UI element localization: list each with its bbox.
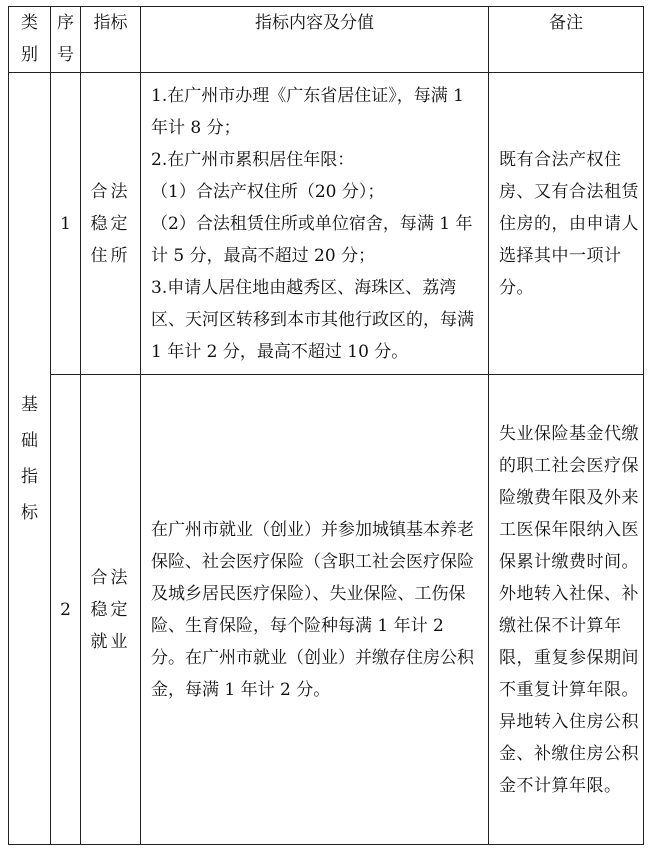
row-1-indicator-line-1: 合法 — [90, 181, 131, 202]
table-row-2 — [9, 375, 644, 845]
row-2-content — [141, 375, 489, 845]
header-seq — [51, 7, 81, 73]
header-indicator: 指标 — [81, 7, 141, 73]
header-category — [9, 7, 51, 73]
row-1-indicator — [81, 73, 141, 375]
category-char-1: 基 — [21, 394, 38, 415]
row-1-content-para-1: 1.在广州市办理《广东省居住证》，每满 1 年计 8 分； — [151, 85, 464, 138]
row-1-content-para-4: （2）合法租赁住所或单位宿舍，每满 1 年计 5 分，最高不超过 20 分； — [151, 213, 473, 266]
header-content: 指标内容及分值 — [141, 7, 489, 73]
row-2-indicator — [81, 375, 141, 845]
row-2-content-para-1: 在广州市就业（创业）并参加城镇基本养老保险、社会医疗保险（含职工社会医疗保险及城乡居民医疗保险）、失业保险、工伤保险、生育保险，每个险种每满 1 年计 2 分。在广州市就业（创业）并缴存住房公积金，每满 1 年计 2 分。 — [151, 519, 474, 700]
row-2-indicator-line-3: 就业 — [90, 631, 131, 652]
row-2-note: 失业保险基金代缴的职工社会医疗保险缴费年限及外来工医保年限纳入医保累计缴费时间。外地转入社保、补缴社保不计算年限，重复参保期间不重复计算年限。异地转入住房公积金、补缴住房公积金不计算年限。 — [489, 375, 644, 845]
row-1-indicator-line-2: 稳定 — [90, 213, 131, 234]
table-row-1 — [9, 73, 644, 375]
row-1-content-para-2: 2.在广州市累积居住年限： — [151, 149, 355, 170]
row-1-indicator-line-3: 住所 — [90, 245, 131, 266]
row-1-note: 既有合法产权住房、又有合法租赁住房的，由申请人选择其中一项计分。 — [489, 73, 644, 375]
header-seq-char-2: 号 — [57, 45, 74, 65]
category-cell — [9, 73, 51, 845]
header-category-char-2: 别 — [21, 45, 38, 65]
category-char-4: 标 — [21, 502, 38, 523]
row-1-seq: 1 — [51, 73, 81, 375]
category-char-3: 指 — [21, 466, 38, 487]
header-row — [9, 7, 644, 73]
score-table — [8, 6, 644, 845]
header-note: 备注 — [489, 7, 644, 73]
row-1-content-para-3: （1）合法产权住所（20 分）； — [151, 181, 385, 202]
row-2-seq: 2 — [51, 375, 81, 845]
category-char-2: 础 — [21, 430, 38, 451]
row-2-indicator-line-2: 稳定 — [90, 599, 131, 620]
row-2-indicator-line-1: 合法 — [90, 567, 131, 588]
row-1-content-para-5: 3.申请人居住地由越秀区、海珠区、荔湾区、天河区转移到本市其他行政区的，每满 1 年计 2 分，最高不超过 10 分。 — [151, 277, 474, 362]
header-category-char-1: 类 — [21, 13, 38, 33]
row-1-content — [141, 73, 489, 375]
header-seq-char-1: 序 — [57, 13, 74, 33]
